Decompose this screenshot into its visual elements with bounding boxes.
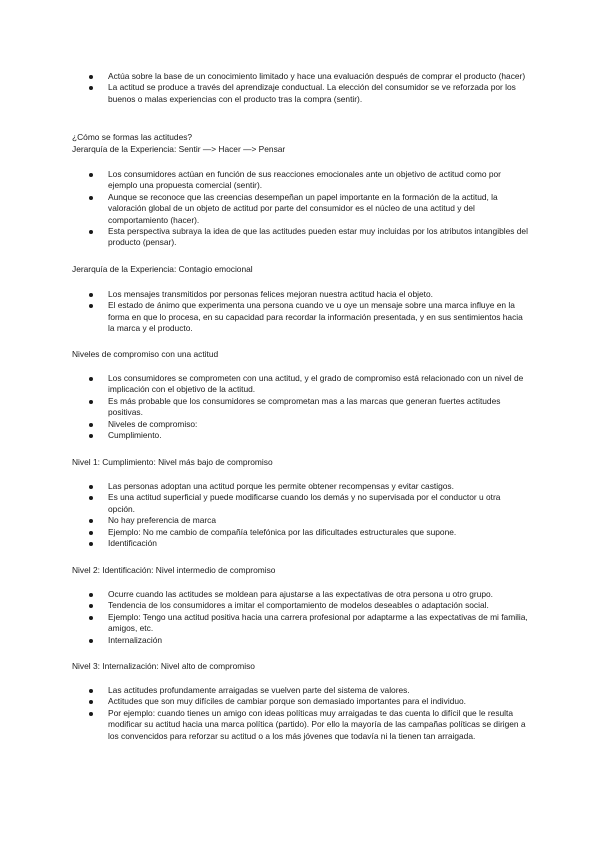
section-heading: Niveles de compromiso con una actitud bbox=[72, 349, 219, 359]
list-item: Cumplimiento. bbox=[84, 430, 529, 441]
section-heading: Jerarquía de la Experiencia: Contagio emocional bbox=[72, 264, 253, 274]
list-item: Tendencia de los consumidores a imitar el comportamiento de modelos deseables o adaptación social. bbox=[84, 600, 529, 611]
list-item: Los consumidores actúan en función de sus reacciones emocionales ante un objetivo de actitud como por ejemplo una propuesta comercial (sentir). bbox=[84, 169, 529, 192]
intro-bullet-list bbox=[84, 71, 529, 105]
list-item: Ocurre cuando las actitudes se moldean para ajustarse a las expectativas de otra persona u otro grupo. bbox=[84, 589, 529, 600]
section-5-list bbox=[84, 589, 529, 646]
list-item: Aunque se reconoce que las creencias desempeñan un papel importante en la formación de la actitud, la valoración global de un objeto de actitud por parte del consumidor es el núcleo de una actitud y del comportamiento (hacer). bbox=[84, 192, 529, 226]
list-item: Por ejemplo: cuando tienes un amigo con ideas políticas muy arraigadas te das cuenta lo difícil que le resulta modificar su actitud hacia una marca política (partido). Por ello la mayoría de las campañas políticas se dirigen a los convencidos para reforzar su actitud o a los más jóvenes que todavía ni la tienen tan arraigada. bbox=[84, 708, 529, 742]
list-item: Los consumidores se comprometen con una actitud, y el grado de compromiso está relacionado con un nivel de implicación con el objetivo de la actitud. bbox=[84, 373, 529, 396]
list-item: Ejemplo: No me cambio de compañía telefónica por las dificultades estructurales que supone. bbox=[84, 527, 529, 538]
list-item: Es más probable que los consumidores se comprometan mas a las marcas que generan fuertes actitudes positivas. bbox=[84, 396, 529, 419]
list-item: Internalización bbox=[84, 635, 529, 646]
section-1-list bbox=[84, 169, 529, 249]
section-6-list bbox=[84, 685, 529, 742]
list-item: La actitud se produce a través del aprendizaje conductual. La elección del consumidor se ve reforzada por los buenos o malas experiencias con el producto tras la compra (sentir). bbox=[84, 82, 529, 105]
list-item: Las actitudes profundamente arraigadas se vuelven parte del sistema de valores. bbox=[84, 685, 529, 696]
list-item: Identificación bbox=[84, 538, 529, 549]
list-item: Es una actitud superficial y puede modificarse cuando los demás y no supervisada por el conductor u otra opción. bbox=[84, 492, 529, 515]
list-item: Actúa sobre la base de un conocimiento limitado y hace una evaluación después de comprar el producto (hacer) bbox=[84, 71, 529, 82]
section-heading: Nivel 1: Cumplimiento: Nivel más bajo de compromiso bbox=[72, 457, 273, 467]
list-item: No hay preferencia de marca bbox=[84, 515, 529, 526]
list-item: Ejemplo: Tengo una actitud positiva hacia una carrera profesional por adaptarme a las expectativas de mi familia, amigos, etc. bbox=[84, 612, 529, 635]
list-item: Actitudes que son muy difíciles de cambiar porque son demasiado importantes para el individuo. bbox=[84, 696, 529, 707]
list-item: Las personas adoptan una actitud porque les permite obtener recompensas y evitar castigos. bbox=[84, 481, 529, 492]
list-item: Esta perspectiva subraya la idea de que las actitudes pueden estar muy incluidas por los atributos intangibles del producto (pensar). bbox=[84, 226, 529, 249]
section-heading: Nivel 2: Identificación: Nivel intermedio de compromiso bbox=[72, 565, 276, 575]
section-2-list bbox=[84, 289, 529, 335]
list-item: Niveles de compromiso: bbox=[84, 419, 529, 430]
section-3-list bbox=[84, 373, 529, 441]
section-heading: Jerarquía de la Experiencia: Sentir —> Hacer —> Pensar bbox=[72, 144, 286, 154]
list-item: El estado de ánimo que experimenta una persona cuando ve u oye un mensaje sobre una marca influye en la forma en que lo procesa, en su capacidad para recordar la información presentada, y en sus sentimientos hacia la marca y el producto. bbox=[84, 300, 529, 334]
question-heading: ¿Cómo se formas las actitudes? bbox=[72, 132, 193, 142]
list-item: Los mensajes transmitidos por personas felices mejoran nuestra actitud hacia el objeto. bbox=[84, 289, 529, 300]
section-heading: Nivel 3: Internalización: Nivel alto de compromiso bbox=[72, 661, 255, 671]
section-4-list bbox=[84, 481, 529, 549]
